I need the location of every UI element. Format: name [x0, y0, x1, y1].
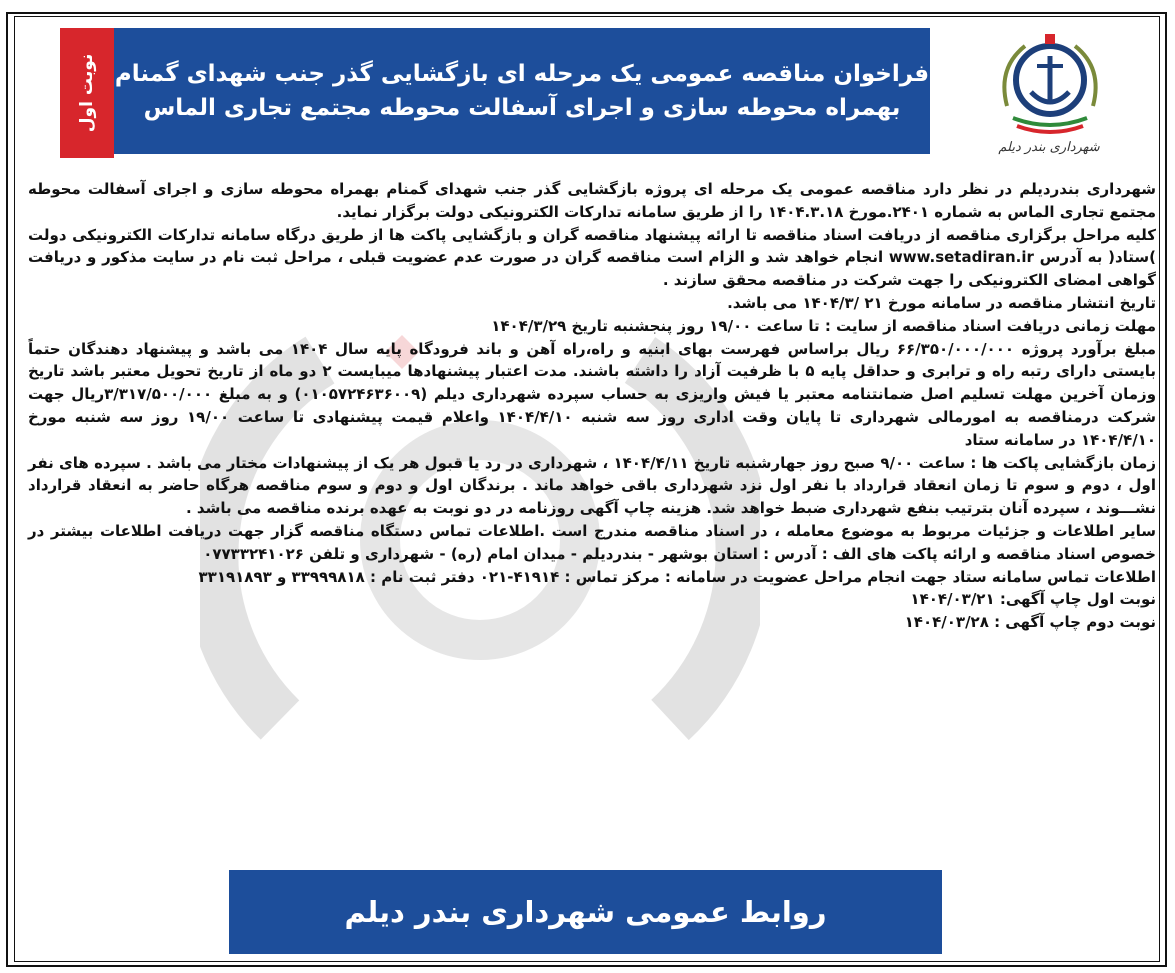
paragraph-contact: سایر اطلاعات و جزئیات مربوط به موضوع معامله ، در اسناد مناقصه مندرج است .اطلاعات تماس دستگاه مناقصه گزار جهت دریافت اطلاعات بیشتر در خصوص اسناد مناقصه و ارائه پاکت های الف : آدرس : استان بوشهر - بندردیلم - میدان امام (ره) - شهرداری و تلفن ۰۷۷۳۳۲۴۱۰۲۶ [28, 521, 1156, 563]
footer-banner [229, 870, 942, 954]
anchor-icon [985, 28, 1115, 140]
municipality-logo [985, 28, 1125, 164]
paragraph-estimate: مبلغ برآورد پروژه ۶۶/۳۵۰/۰۰۰/۰۰۰ ریال براساس فهرست بهای ابنیه و راه،راه آهن و باند فرودگاه پایه سال ۱۴۰۴ می باشد و پیشنهاد دهندگان حتماً بایستی دارای رتبه راه و ترابری و حداقل پایه ۵ با ظرفیت آزاد را داشته باشند. مدت اعتبار پیشنهادها میبایست ۲ دو ماه از تاریخ تحویل معتبر باشد تاریخ وزمان آخرین مهلت تسلیم اصل ضمانتنامه معتبر یا فیش واریزی به حساب سپرده شهرداری دیلم (۰۱۰۵۷۲۴۶۳۶۰۰۹) و به مبلغ ۳/۳۱۷/۵۰۰/۰۰۰ریال جهت شرکت درمناقصه به امورمالی شهرداری تا پایان وقت اداری روز سه شنبه ۱۴۰۴/۴/۱۰ واعلام قیمت پیشنهادی تا ساعت ۱۹/۰۰ روز سه شنبه مورخ ۱۴۰۴/۴/۱۰ در سامانه ستاد [28, 339, 1157, 449]
edition-badge-label: نوبت اول [77, 53, 98, 133]
footer-label: روابط عمومی شهرداری بندر دیلم [344, 895, 827, 929]
logo-caption: شهرداری بندر دیلم [998, 140, 1100, 155]
paragraph-first-print: نوبت اول چاپ آگهی: ۱۴۰۴/۰۳/۲۱ [910, 590, 1156, 609]
title-banner [114, 28, 930, 154]
paragraph-procedure: کلیه مراحل برگزاری مناقصه از دریافت اسناد مناقصه تا ارائه پیشنهاد مناقصه گران و بازگشایی پاکت ها از طریق درگاه سامانه تدارکات الکترونیکی دولت )ستاد( به آدرس www.setadiran.ir انجام خواهد شد و الزام است مناقصه گران در صورت عدم عضویت قبلی ، مراحل ثبت نام در سایت مذکور و دریافت گواهی امضای الکترونیکی را جهت شرکت در مناقصه محقق سازند . [28, 225, 1157, 290]
paragraph-opening: زمان بازگشایی پاکت ها : ساعت ۹/۰۰ صبح روز جهارشنبه تاریخ ۱۴۰۴/۴/۱۱ ، شهرداری در رد یا قبول هر یک از پیشنهادات مختار می باشد . سپرده های نفر اول ، دوم و سوم تا زمان انعقاد قرارداد با نفر اول نزد شهرداری باقی خواهد ماند . برندگان اول و دوم و سوم مناقصه هرگاه حاضر به انعقاد قرارداد نشـــوند ، سپرده آنان بترتیب بنفع شهرداری ضبط خواهد شد. هزینه چاپ آگهی روزنامه در دو نوبت به عهده برنده مناقصه می باشد . [28, 453, 1156, 518]
paragraph-second-print: نوبت دوم چاپ آگهی : ۱۴۰۴/۰۳/۲۸ [904, 613, 1156, 632]
paragraph-intro: شهرداری بندردیلم در نظر دارد مناقصه عمومی یک مرحله ای پروژه بازگشایی گذر جنب شهدای گمنام بهمراه محوطه سازی و اجرای آسفالت محوطه مجتمع تجاری الماس به شماره ۲۴۰۱.مورخ ۱۴۰۴.۳.۱۸ را از طریق سامانه تدارکات الکترونیکی دولت برگزار نماید. [28, 180, 1156, 221]
paragraph-deadline: مهلت زمانی دریافت اسناد مناقصه از سایت : تا ساعت ۱۹/۰۰ روز پنجشنبه تاریخ ۱۴۰۴/۳/۲۹ [491, 316, 1156, 335]
edition-badge [60, 28, 114, 158]
paragraph-setad-contact: اطلاعات تماس سامانه ستاد جهت انجام مراحل عضویت در سامانه : مرکز تماس : ۴۱۹۱۴-۰۲۱ دفتر ثبت نام : ۳۳۹۹۹۸۱۸ و ۳۳۱۹۱۸۹۳ [198, 567, 1156, 586]
title-line-2: بهمراه محوطه سازی و اجرای آسفالت محوطه مجتمع تجاری الماس [143, 95, 901, 121]
announcement-body [28, 178, 1156, 634]
paragraph-publish-date: تاریخ انتشار مناقصه در سامانه مورخ ۲۱ /۱۴۰۴/۳ می باشد. [727, 293, 1156, 312]
title-line-1: فراخوان مناقصه عمومی یک مرحله ای بازگشایی گذر جنب شهدای گمنام [114, 61, 930, 87]
